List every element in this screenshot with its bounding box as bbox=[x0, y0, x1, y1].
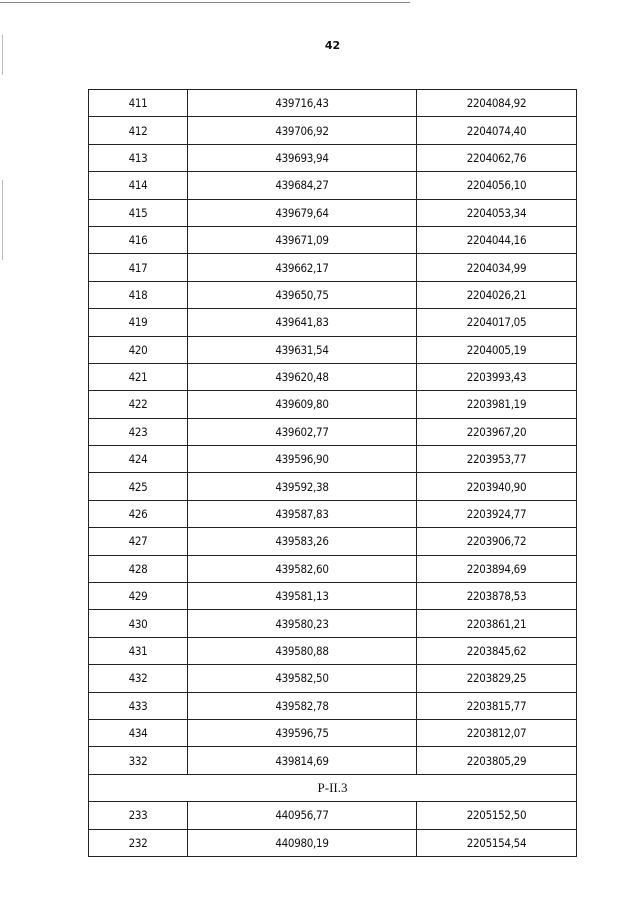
point-number-cell: 411 bbox=[89, 90, 188, 117]
table-row bbox=[89, 309, 577, 336]
point-number-cell: 432 bbox=[89, 665, 188, 692]
x-coordinate-cell: 439582,50 bbox=[188, 665, 417, 692]
y-coordinate-cell: 2203845,62 bbox=[417, 637, 577, 664]
x-coordinate-cell: 439580,23 bbox=[188, 610, 417, 637]
point-number-cell: 426 bbox=[89, 500, 188, 527]
table-row bbox=[89, 637, 577, 664]
point-number-cell: 423 bbox=[89, 418, 188, 445]
y-coordinate-cell: 2204017,05 bbox=[417, 309, 577, 336]
table-row bbox=[89, 583, 577, 610]
x-coordinate-cell: 439602,77 bbox=[188, 418, 417, 445]
point-number-cell: 425 bbox=[89, 473, 188, 500]
x-coordinate-cell: 439671,09 bbox=[188, 226, 417, 253]
table-row bbox=[89, 281, 577, 308]
point-number-cell: 429 bbox=[89, 583, 188, 610]
x-coordinate-cell: 439620,48 bbox=[188, 363, 417, 390]
point-number-cell: 414 bbox=[89, 172, 188, 199]
point-number-cell: 332 bbox=[89, 747, 188, 774]
section-row bbox=[89, 774, 577, 801]
y-coordinate-cell: 2203981,19 bbox=[417, 391, 577, 418]
point-number-cell: 413 bbox=[89, 144, 188, 171]
x-coordinate-cell: 439582,78 bbox=[188, 692, 417, 719]
y-coordinate-cell: 2203953,77 bbox=[417, 446, 577, 473]
table-row bbox=[89, 226, 577, 253]
page-number: 42 bbox=[324, 39, 341, 52]
point-number-cell: 422 bbox=[89, 391, 188, 418]
y-coordinate-cell: 2205152,50 bbox=[417, 802, 577, 829]
point-number-cell: 232 bbox=[89, 829, 188, 856]
y-coordinate-cell: 2203805,29 bbox=[417, 747, 577, 774]
point-number-cell: 420 bbox=[89, 336, 188, 363]
point-number-cell: 433 bbox=[89, 692, 188, 719]
x-coordinate-cell: 439631,54 bbox=[188, 336, 417, 363]
x-coordinate-cell: 439587,83 bbox=[188, 500, 417, 527]
table-row bbox=[89, 747, 577, 774]
y-coordinate-cell: 2204056,10 bbox=[417, 172, 577, 199]
point-number-cell: 430 bbox=[89, 610, 188, 637]
x-coordinate-cell: 439596,90 bbox=[188, 446, 417, 473]
table-row bbox=[89, 336, 577, 363]
table-row bbox=[89, 555, 577, 582]
table-row bbox=[89, 528, 577, 555]
point-number-cell: 412 bbox=[89, 117, 188, 144]
table-row bbox=[89, 500, 577, 527]
y-coordinate-cell: 2203812,07 bbox=[417, 719, 577, 746]
table-row bbox=[89, 144, 577, 171]
x-coordinate-cell: 439580,88 bbox=[188, 637, 417, 664]
y-coordinate-cell: 2203940,90 bbox=[417, 473, 577, 500]
x-coordinate-cell: 439662,17 bbox=[188, 254, 417, 281]
point-number-cell: 424 bbox=[89, 446, 188, 473]
x-coordinate-cell: 439693,94 bbox=[188, 144, 417, 171]
point-number-cell: 233 bbox=[89, 802, 188, 829]
table-row bbox=[89, 391, 577, 418]
y-coordinate-cell: 2203924,77 bbox=[417, 500, 577, 527]
x-coordinate-cell: 439650,75 bbox=[188, 281, 417, 308]
table-row bbox=[89, 90, 577, 117]
point-number-cell: 431 bbox=[89, 637, 188, 664]
point-number-cell: 418 bbox=[89, 281, 188, 308]
y-coordinate-cell: 2203815,77 bbox=[417, 692, 577, 719]
table-row bbox=[89, 610, 577, 637]
point-number-cell: 421 bbox=[89, 363, 188, 390]
x-coordinate-cell: 439716,43 bbox=[188, 90, 417, 117]
point-number-cell: 416 bbox=[89, 226, 188, 253]
table-row bbox=[89, 692, 577, 719]
point-number-cell: 428 bbox=[89, 555, 188, 582]
x-coordinate-cell: 439706,92 bbox=[188, 117, 417, 144]
y-coordinate-cell: 2203829,25 bbox=[417, 665, 577, 692]
section-label: Р-II.3 bbox=[89, 774, 577, 801]
x-coordinate-cell: 439583,26 bbox=[188, 528, 417, 555]
x-coordinate-cell: 440956,77 bbox=[188, 802, 417, 829]
table-row bbox=[89, 254, 577, 281]
x-coordinate-cell: 439641,83 bbox=[188, 309, 417, 336]
table-row bbox=[89, 117, 577, 144]
x-coordinate-cell: 439592,38 bbox=[188, 473, 417, 500]
y-coordinate-cell: 2204062,76 bbox=[417, 144, 577, 171]
x-coordinate-cell: 440980,19 bbox=[188, 829, 417, 856]
y-coordinate-cell: 2203878,53 bbox=[417, 583, 577, 610]
table-row bbox=[89, 829, 577, 856]
table-row bbox=[89, 665, 577, 692]
scan-top-line bbox=[0, 2, 410, 3]
scan-margin-mark bbox=[2, 180, 3, 260]
y-coordinate-cell: 2204034,99 bbox=[417, 254, 577, 281]
y-coordinate-cell: 2204026,21 bbox=[417, 281, 577, 308]
table-row bbox=[89, 473, 577, 500]
y-coordinate-cell: 2203967,20 bbox=[417, 418, 577, 445]
table-row bbox=[89, 719, 577, 746]
point-number-cell: 415 bbox=[89, 199, 188, 226]
table-row bbox=[89, 446, 577, 473]
x-coordinate-cell: 439596,75 bbox=[188, 719, 417, 746]
table-row bbox=[89, 363, 577, 390]
x-coordinate-cell: 439814,69 bbox=[188, 747, 417, 774]
y-coordinate-cell: 2203861,21 bbox=[417, 610, 577, 637]
x-coordinate-cell: 439609,80 bbox=[188, 391, 417, 418]
x-coordinate-cell: 439582,60 bbox=[188, 555, 417, 582]
table-row bbox=[89, 802, 577, 829]
x-coordinate-cell: 439684,27 bbox=[188, 172, 417, 199]
point-number-cell: 434 bbox=[89, 719, 188, 746]
y-coordinate-cell: 2204044,16 bbox=[417, 226, 577, 253]
y-coordinate-cell: 2203906,72 bbox=[417, 528, 577, 555]
y-coordinate-cell: 2204053,34 bbox=[417, 199, 577, 226]
x-coordinate-cell: 439581,13 bbox=[188, 583, 417, 610]
y-coordinate-cell: 2203894,69 bbox=[417, 555, 577, 582]
point-number-cell: 419 bbox=[89, 309, 188, 336]
coordinates-table bbox=[88, 89, 577, 857]
y-coordinate-cell: 2204005,19 bbox=[417, 336, 577, 363]
point-number-cell: 417 bbox=[89, 254, 188, 281]
table-row bbox=[89, 199, 577, 226]
table-row bbox=[89, 172, 577, 199]
y-coordinate-cell: 2204084,92 bbox=[417, 90, 577, 117]
table-row bbox=[89, 418, 577, 445]
y-coordinate-cell: 2204074,40 bbox=[417, 117, 577, 144]
y-coordinate-cell: 2205154,54 bbox=[417, 829, 577, 856]
y-coordinate-cell: 2203993,43 bbox=[417, 363, 577, 390]
point-number-cell: 427 bbox=[89, 528, 188, 555]
x-coordinate-cell: 439679,64 bbox=[188, 199, 417, 226]
